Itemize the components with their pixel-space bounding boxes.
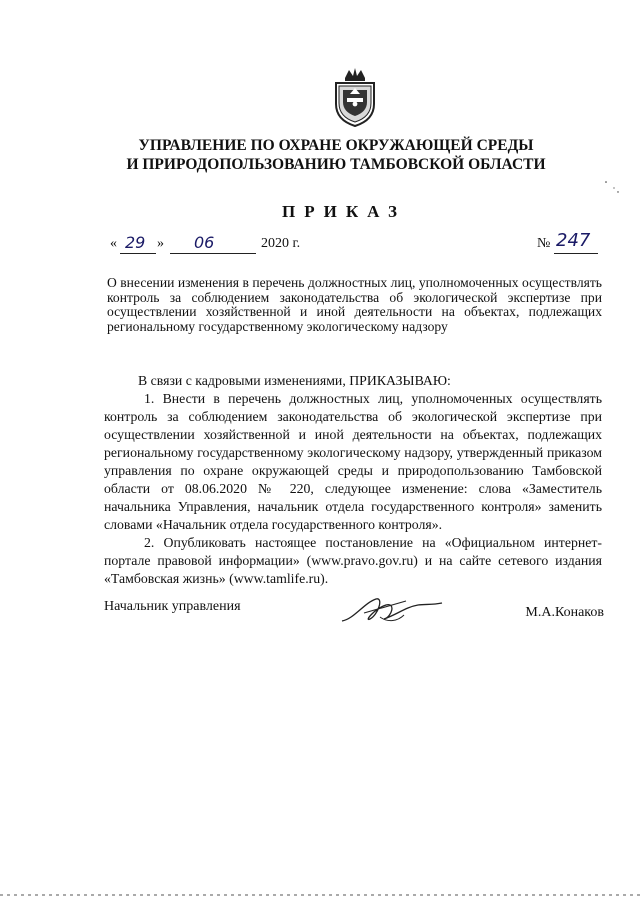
order-preamble: В связи с кадровыми изменениями, ПРИКАЗЫВАЮ:: [138, 373, 451, 388]
order-body: [104, 372, 602, 588]
day-underline: [120, 253, 156, 254]
month-underline: [170, 253, 256, 254]
scan-bottom-edge: [0, 893, 640, 897]
authority-line-1: УПРАВЛЕНИЕ ПО ОХРАНЕ ОКРУЖАЮЩЕЙ СРЕДЫ: [138, 137, 534, 154]
date-year: 2020 г.: [261, 236, 301, 251]
order-item-2: 2. Опубликовать настоящее постановление на «Официальном интернет-портале правовой информации» (www.pravo.gov.ru) и на сайте сетевого издания «Тамбовская жизнь» (www.tamlife.ru).: [104, 535, 602, 586]
scan-speckles: [600, 178, 624, 198]
order-subject: О внесении изменения в перечень должностных лиц, уполномоченных осуществлять контроль за соблюдением законодательства об экологической экспертизе при осуществлении хозяйственной и иной деятельности на объектах, подлежащих региональному государственному экологическому надзору: [107, 275, 602, 334]
date-close-quote: »: [157, 236, 164, 251]
document-type: ПРИКАЗ: [282, 202, 406, 221]
date-number-line: [110, 230, 600, 258]
signature-block: [104, 593, 604, 633]
handwritten-signature-icon: [334, 593, 444, 627]
signatory-name: М.А.Конаков: [525, 605, 604, 620]
authority-line-2: И ПРИРОДОПОЛЬЗОВАНИЮ ТАМБОВСКОЙ ОБЛАСТИ: [126, 156, 546, 173]
coat-of-arms-icon: [331, 66, 379, 128]
order-item-1: 1. Внести в перечень должностных лиц, уполномоченных осуществлять контроль за соблюдением законодательства об экологической экспертизе при осуществлении хозяйственной и иной деятельности на объектах, подлежащих региональному государственному экологическому надзору, утвержденный приказом управления по охране окружающей среды и природопользованию Тамбовской области от 08.06.2020 № 220, следующее изменение: слова «Заместитель начальника Управления, начальник отдела государственного контроля» заменить словами «Начальник отдела государственного контроля».: [104, 391, 602, 532]
number-label: №: [537, 236, 551, 251]
number-underline: [554, 253, 598, 254]
authority-title: [16, 136, 640, 174]
date-month: 06: [194, 233, 215, 252]
order-number: 247: [556, 230, 591, 251]
date-open-quote: «: [110, 236, 117, 251]
signatory-position: Начальник управления: [104, 599, 241, 614]
date-day: 29: [125, 233, 146, 252]
